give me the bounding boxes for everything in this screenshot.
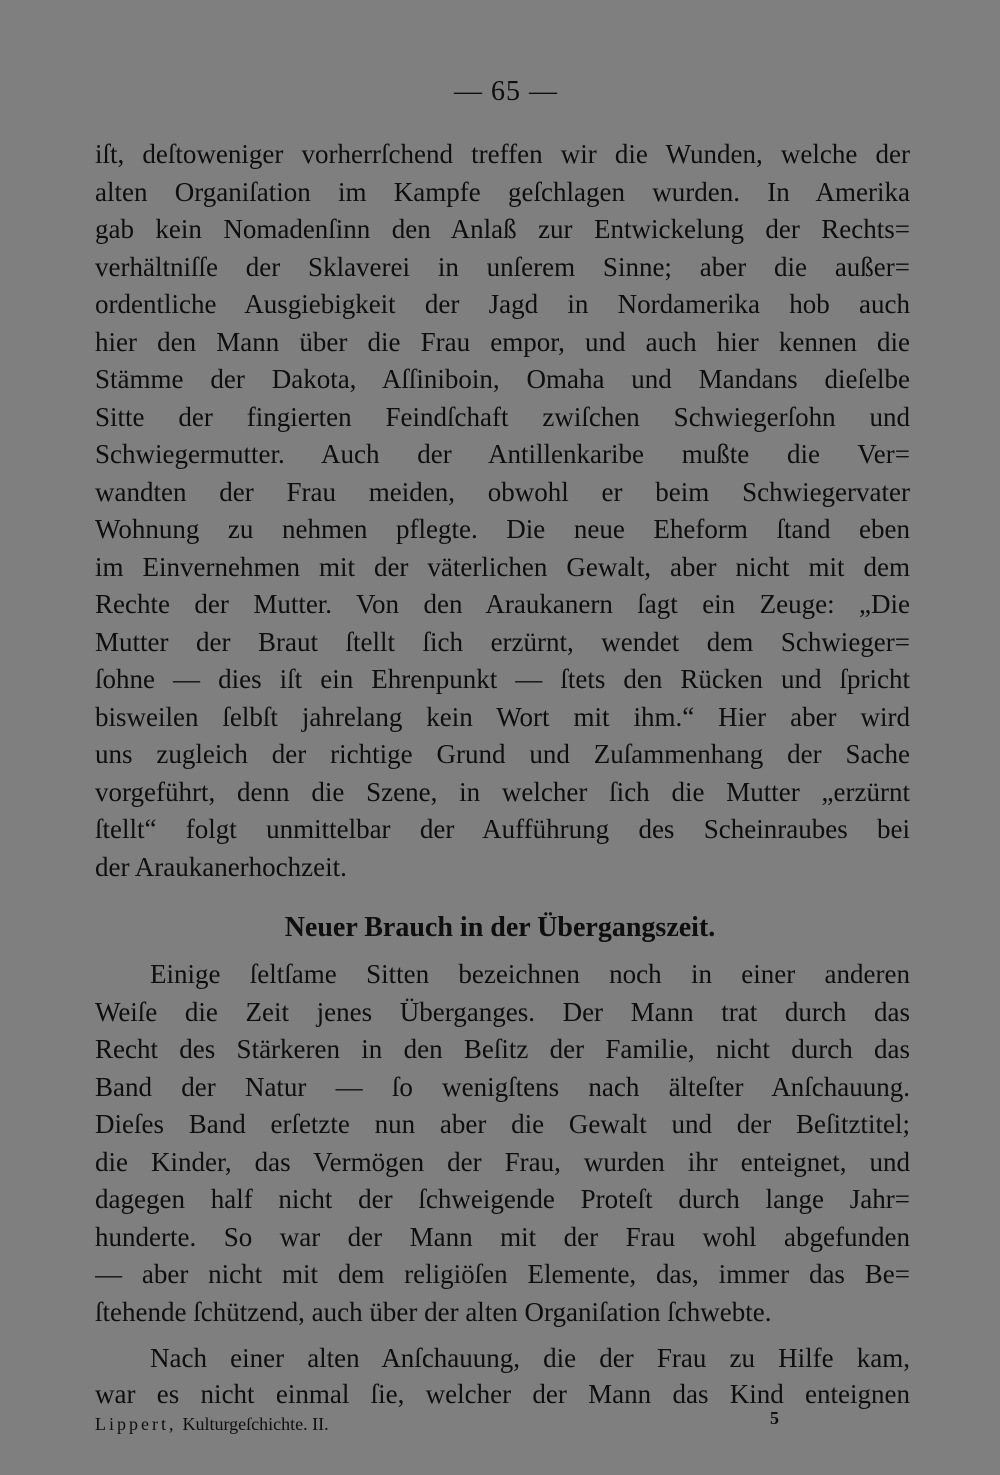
text-line: vorgeführt, denn die Szene, in welcher ſich die Mutter „erzürnt xyxy=(95,776,910,807)
text-line: war es nicht einmal ſie, welcher der Mann das Kind enteignen xyxy=(95,1379,910,1409)
text-line: hier den Mann über die Frau empor, und auch hier kennen die xyxy=(95,326,910,357)
text-line: dagegen half nicht der ſchweigende Proteſt durch lange Jahr= xyxy=(95,1184,910,1214)
paragraph xyxy=(95,1340,910,1412)
text-line: Rechte der Mutter. Von den Araukanern ſagt ein Zeuge: „Die xyxy=(95,589,910,619)
text-line: Einige ſeltſame Sitten bezeichnen noch in einer anderen xyxy=(150,959,910,989)
text-line: bisweilen ſelbſt jahrelang kein Wort mit ihm.“ Hier aber wird xyxy=(95,701,910,732)
text-line: im Einvernehmen mit der väterlichen Gewalt, aber nicht mit dem xyxy=(95,551,910,582)
text-line: — aber nicht mit dem religiöſen Elemente, das, immer das Be= xyxy=(95,1259,910,1289)
text-line: ſtehende ſchützend, auch über der alten Organiſation ſchwebte. xyxy=(95,1296,772,1327)
text-line: uns zugleich der richtige Grund und Zuſammenhang der Sache xyxy=(95,739,910,769)
text-line: Band der Natur — ſo wenigſtens nach älteſter Anſchauung. xyxy=(95,1071,910,1102)
text-line: iſt, deſtoweniger vorherrſchend treffen wir die Wunden, welche der xyxy=(95,139,910,169)
page-number: — 65 — xyxy=(454,76,558,107)
text-line: Sitte der fingierten Feindſchaft zwiſchen Schwiegerſohn und xyxy=(95,401,910,432)
paragraph xyxy=(95,136,910,886)
footer-signature xyxy=(95,1410,329,1438)
section-heading: Neuer Brauch in der Übergangszeit. xyxy=(284,912,716,943)
text-line: verhältniſſe der Sklaverei in unſerem Sinne; aber die außer= xyxy=(95,251,910,282)
text-line: ordentliche Ausgiebigkeit der Jagd in Nordamerika hob auch xyxy=(95,289,910,319)
text-line: hunderte. So war der Mann mit der Frau wohl abgefunden xyxy=(95,1221,910,1252)
text-line: Recht des Stärkeren in den Beſitz der Familie, nicht durch das xyxy=(95,1034,910,1064)
text-line: die Kinder, das Vermögen der Frau, wurden ihr enteignet, und xyxy=(95,1146,910,1177)
footer-title: Kulturgeſchichte. II. xyxy=(182,1414,329,1434)
text-line: Nach einer alten Anſchauung, die der Frau zu Hilfe kam, xyxy=(150,1343,910,1373)
text-line: gab kein Nomadenſinn den Anlaß zur Entwickelung der Rechts= xyxy=(95,214,910,244)
text-line: ſohne — dies iſt ein Ehrenpunkt — ſtets den Rücken und ſpricht xyxy=(95,664,910,694)
text-line: wandten der Frau meiden, obwohl er beim Schwiegervater xyxy=(95,476,910,507)
text-line: der Araukanerhochzeit. xyxy=(95,851,347,882)
text-line: Schwiegermutter. Auch der Antillenkaribe mußte die Ver= xyxy=(95,439,910,469)
footer-author: Lippert, xyxy=(95,1414,177,1434)
text-line: Stämme der Dakota, Aſſiniboin, Omaha und Mandans dieſelbe xyxy=(95,364,910,394)
sheet-number: 5 xyxy=(770,1408,779,1428)
text-line: Mutter der Braut ſtellt ſich erzürnt, wendet dem Schwieger= xyxy=(95,626,910,657)
text-line: Dieſes Band erſetzte nun aber die Gewalt und der Beſitztitel; xyxy=(95,1109,910,1139)
text-line: Wohnung zu nehmen pflegte. Die neue Eheform ſtand eben xyxy=(95,514,910,544)
text-line: alten Organiſation im Kampfe geſchlagen wurden. In Amerika xyxy=(95,176,910,207)
text-line: ſtellt“ folgt unmittelbar der Aufführung des Scheinraubes bei xyxy=(95,814,910,844)
text-line: Weiſe die Zeit jenes Überganges. Der Mann trat durch das xyxy=(95,996,910,1027)
paragraph xyxy=(95,956,910,1331)
